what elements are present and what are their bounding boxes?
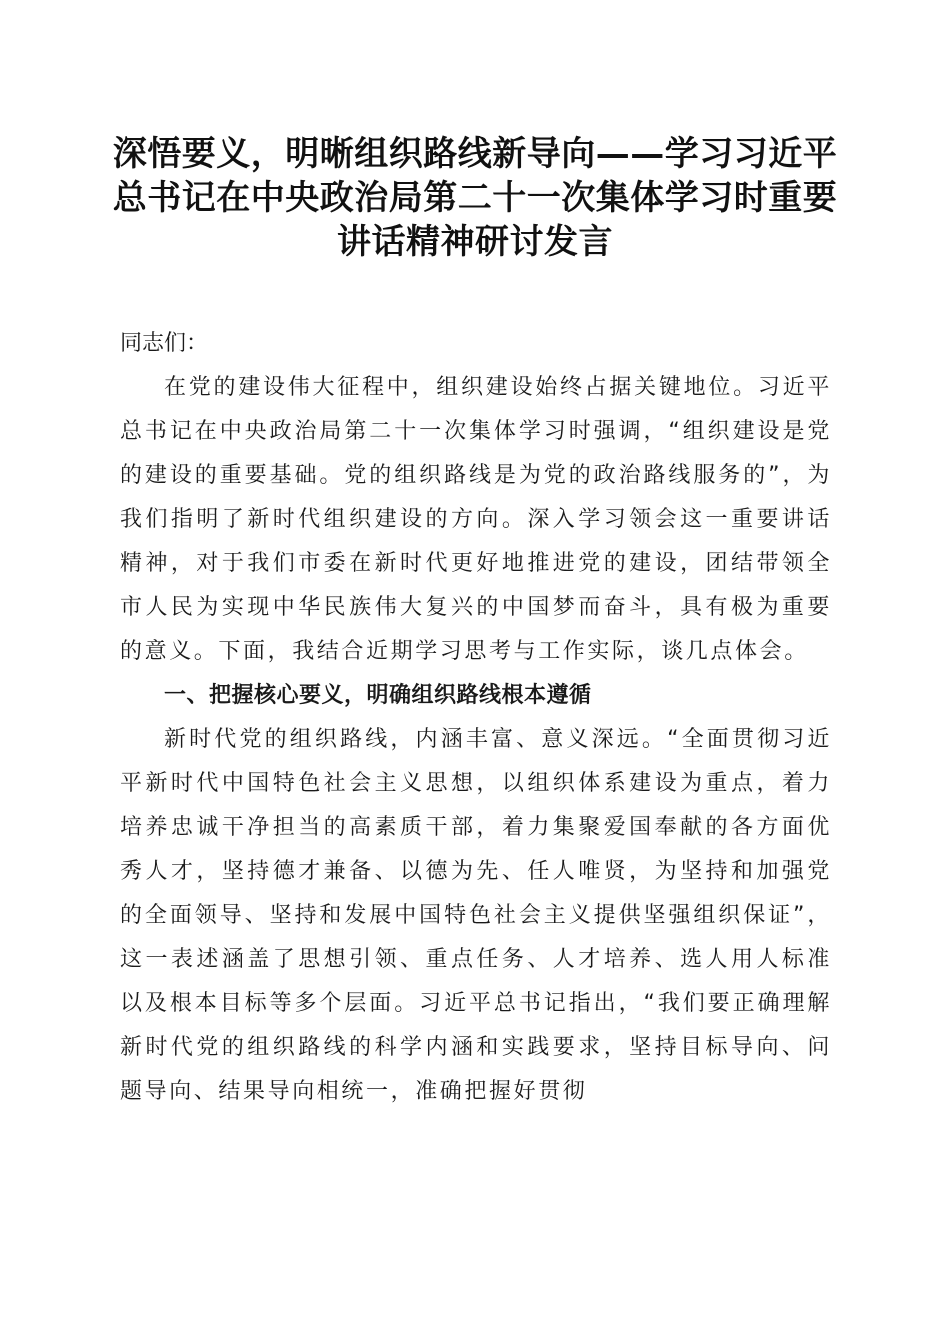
section-1-heading: 一、把握核心要义，明确组织路线根本遵循 [164,683,592,708]
salutation: 同志们： [120,331,209,356]
section-1-paragraph: 新时代党的组织路线，内涵丰富、意义深远。“全面贯彻习近平新时代中国特色社会主义思想，以组织体系建设为重点，着力培养忠诚干净担当的高素质干部，着力集聚爱国奉献的各方面优秀人才，坚持德才兼备、以德为先、任人唯贤，为坚持和加强党的全面领导、坚持和发展中国特色社会主义提供坚强组织保证”，这一表述涵盖了思想引领、重点任务、人才培养、选人用人标准以及根本目标等多个层面。习近平总书记指出，“我们要正确理解新时代党的组织路线的科学内涵和实践要求，坚持目标导向、问题导向、结果导向相统一，准确把握好贯彻 [120,727,832,1104]
intro-paragraph: 在党的建设伟大征程中，组织建设始终占据关键地位。习近平总书记在中央政治局第二十一次集体学习时强调，“组织建设是党的建设的重要基础。党的组织路线是为党的政治路线服务的”，为我们指明了新时代组织建设的方向。深入学习领会这一重要讲话精神，对于我们市委在新时代更好地推进党的建设，团结带领全市人民为实现中华民族伟大复兴的中国梦而奋斗，具有极为重要的意义。下面，我结合近期学习思考与工作实际，谈几点体会。 [120,375,832,664]
document-title: 深悟要义，明晰组织路线新导向——学习习近平总书记在中央政治局第二十一次集体学习时重要讲话精神研讨发言 [112,134,838,262]
document-body [120,322,832,1114]
